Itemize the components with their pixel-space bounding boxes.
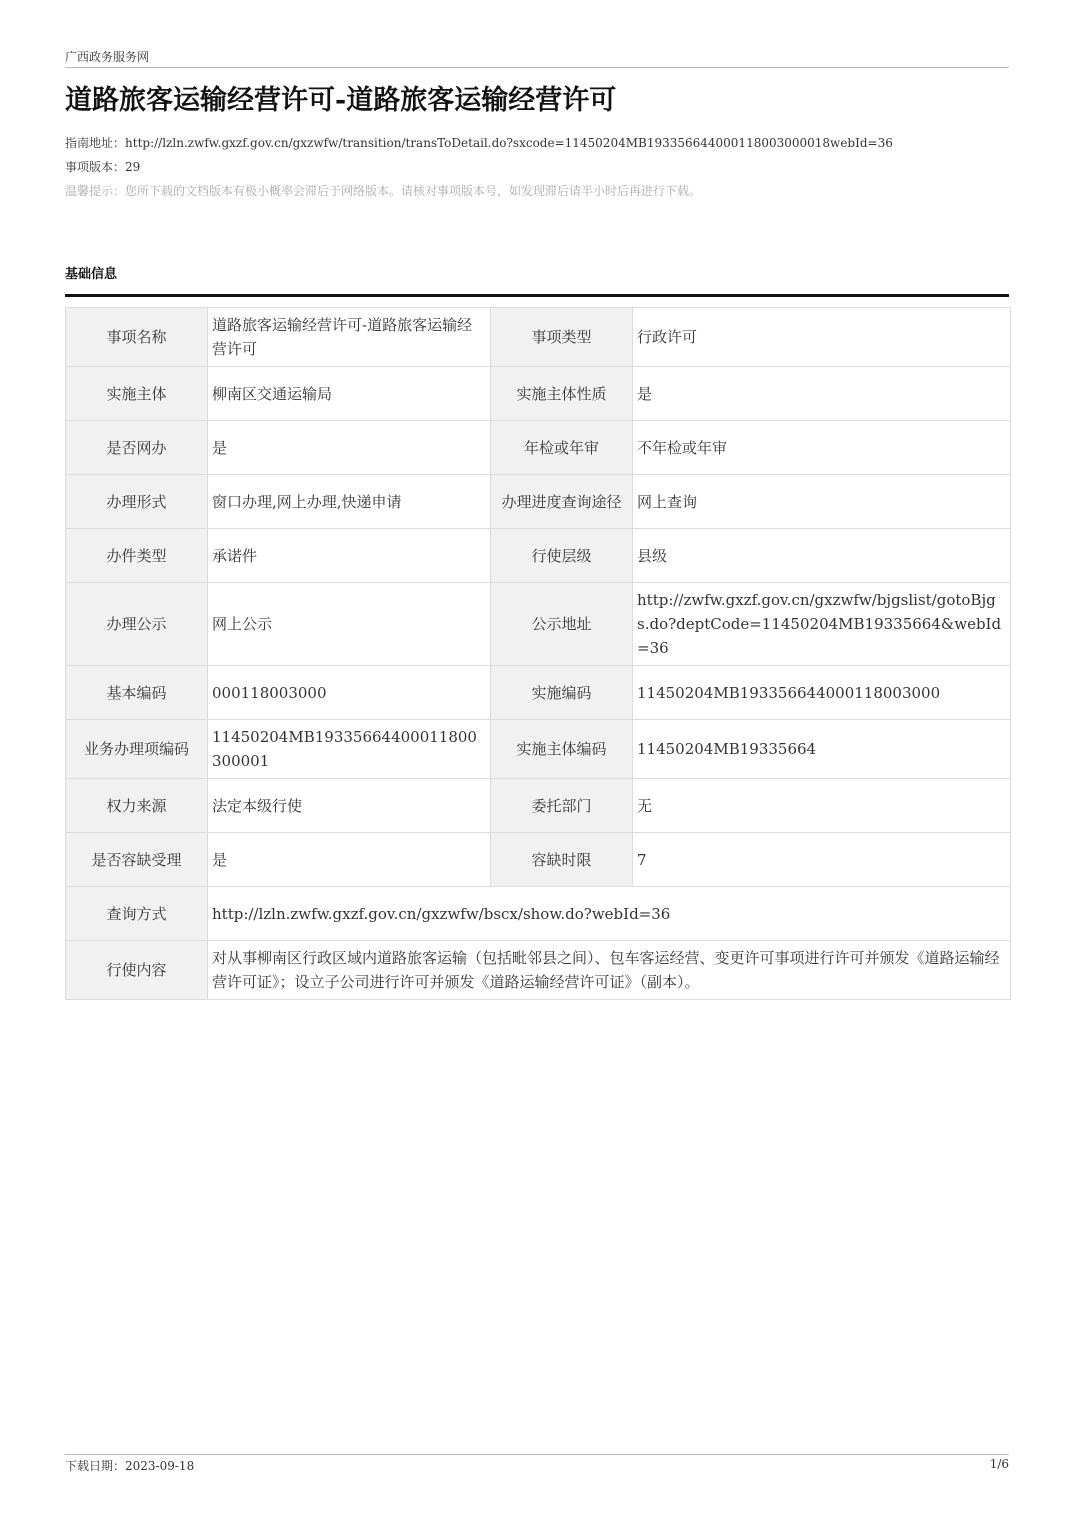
field-value: 11450204MB19335664 bbox=[633, 720, 1011, 779]
site-name: 广西政务服务网 bbox=[65, 50, 150, 64]
table-row bbox=[66, 367, 1011, 421]
field-label: 公示地址 bbox=[491, 583, 633, 666]
field-value: 无 bbox=[633, 779, 1011, 833]
field-value: 道路旅客运输经营许可-道路旅客运输经营许可 bbox=[208, 308, 491, 367]
field-label: 委托部门 bbox=[491, 779, 633, 833]
field-label: 事项类型 bbox=[491, 308, 633, 367]
item-version bbox=[65, 158, 140, 175]
field-label: 事项名称 bbox=[66, 308, 208, 367]
item-version-value: 29 bbox=[125, 160, 141, 174]
field-value: 11450204MB193356644000118003000 bbox=[633, 666, 1011, 720]
publicity-address-link[interactable]: http://zwfw.gxzf.gov.cn/gxzwfw/bjgslist/gotoBjgs.do?deptCode=11450204MB19335664&webId=36 bbox=[633, 583, 1011, 666]
table-row bbox=[66, 308, 1011, 367]
section-title: 基础信息 bbox=[65, 263, 1009, 297]
field-label: 办理形式 bbox=[66, 475, 208, 529]
exercise-content-label: 行使内容 bbox=[66, 941, 208, 1000]
table-row bbox=[66, 666, 1011, 720]
exercise-content-value: 对从事柳南区行政区域内道路旅客运输（包括毗邻县之间）、包车客运经营、变更许可事项进行许可并颁发《道路运输经营许可证》；设立子公司进行许可并颁发《道路运输经营许可证》（副本）。 bbox=[208, 941, 1011, 1000]
site-header bbox=[65, 48, 1009, 68]
field-label: 实施编码 bbox=[491, 666, 633, 720]
field-value: 11450204MB19335664400011800300001 bbox=[208, 720, 491, 779]
field-value: 7 bbox=[633, 833, 1011, 887]
field-label: 是否容缺受理 bbox=[66, 833, 208, 887]
field-label: 容缺时限 bbox=[491, 833, 633, 887]
table-row bbox=[66, 421, 1011, 475]
item-version-label: 事项版本： bbox=[65, 160, 126, 174]
field-label: 办理进度查询途径 bbox=[491, 475, 633, 529]
table-row bbox=[66, 475, 1011, 529]
basic-info-table bbox=[65, 307, 1011, 1000]
download-date-value: 2023-09-18 bbox=[125, 1459, 195, 1473]
field-label: 实施主体编码 bbox=[491, 720, 633, 779]
page-number: 1/6 bbox=[989, 1457, 1009, 1471]
field-label: 办件类型 bbox=[66, 529, 208, 583]
field-label: 办理公示 bbox=[66, 583, 208, 666]
field-value: 是 bbox=[208, 421, 491, 475]
query-method-label: 查询方式 bbox=[66, 887, 208, 941]
field-value: 县级 bbox=[633, 529, 1011, 583]
table-row bbox=[66, 941, 1011, 1000]
table-row bbox=[66, 887, 1011, 941]
table-row bbox=[66, 529, 1011, 583]
field-value: 法定本级行使 bbox=[208, 779, 491, 833]
field-value: 窗口办理,网上办理,快递申请 bbox=[208, 475, 491, 529]
field-label: 实施主体性质 bbox=[491, 367, 633, 421]
page-title: 道路旅客运输经营许可-道路旅客运输经营许可 bbox=[65, 85, 617, 116]
table-row bbox=[66, 583, 1011, 666]
field-label: 权力来源 bbox=[66, 779, 208, 833]
field-value: 承诺件 bbox=[208, 529, 491, 583]
field-label: 实施主体 bbox=[66, 367, 208, 421]
download-date-label: 下载日期： bbox=[65, 1459, 126, 1473]
download-date bbox=[65, 1457, 194, 1474]
query-method-link[interactable]: http://lzln.zwfw.gxzf.gov.cn/gxzwfw/bscx/show.do?webId=36 bbox=[208, 887, 1011, 941]
field-label: 基本编码 bbox=[66, 666, 208, 720]
field-value: 是 bbox=[208, 833, 491, 887]
field-label: 行使层级 bbox=[491, 529, 633, 583]
guide-address-url[interactable]: http://lzln.zwfw.gxzf.gov.cn/gxzwfw/transition/transToDetail.do?sxcode=11450204MB193356644000118003000018webId=36 bbox=[125, 136, 893, 150]
field-value: 是 bbox=[633, 367, 1011, 421]
field-label: 业务办理项编码 bbox=[66, 720, 208, 779]
page-footer bbox=[65, 1454, 1009, 1474]
field-label: 年检或年审 bbox=[491, 421, 633, 475]
field-value: 000118003000 bbox=[208, 666, 491, 720]
field-value: 行政许可 bbox=[633, 308, 1011, 367]
guide-address-label: 指南地址： bbox=[65, 136, 126, 150]
field-value: 柳南区交通运输局 bbox=[208, 367, 491, 421]
download-notice: 温馨提示：您所下载的文档版本有极小概率会滞后于网络版本。请核对事项版本号，如发现滞后请半小时后再进行下载。 bbox=[65, 184, 702, 198]
guide-address bbox=[65, 134, 893, 151]
field-value: 网上查询 bbox=[633, 475, 1011, 529]
field-label: 是否网办 bbox=[66, 421, 208, 475]
table-row bbox=[66, 779, 1011, 833]
table-row bbox=[66, 833, 1011, 887]
field-value: 不年检或年审 bbox=[633, 421, 1011, 475]
table-row bbox=[66, 720, 1011, 779]
field-value: 网上公示 bbox=[208, 583, 491, 666]
